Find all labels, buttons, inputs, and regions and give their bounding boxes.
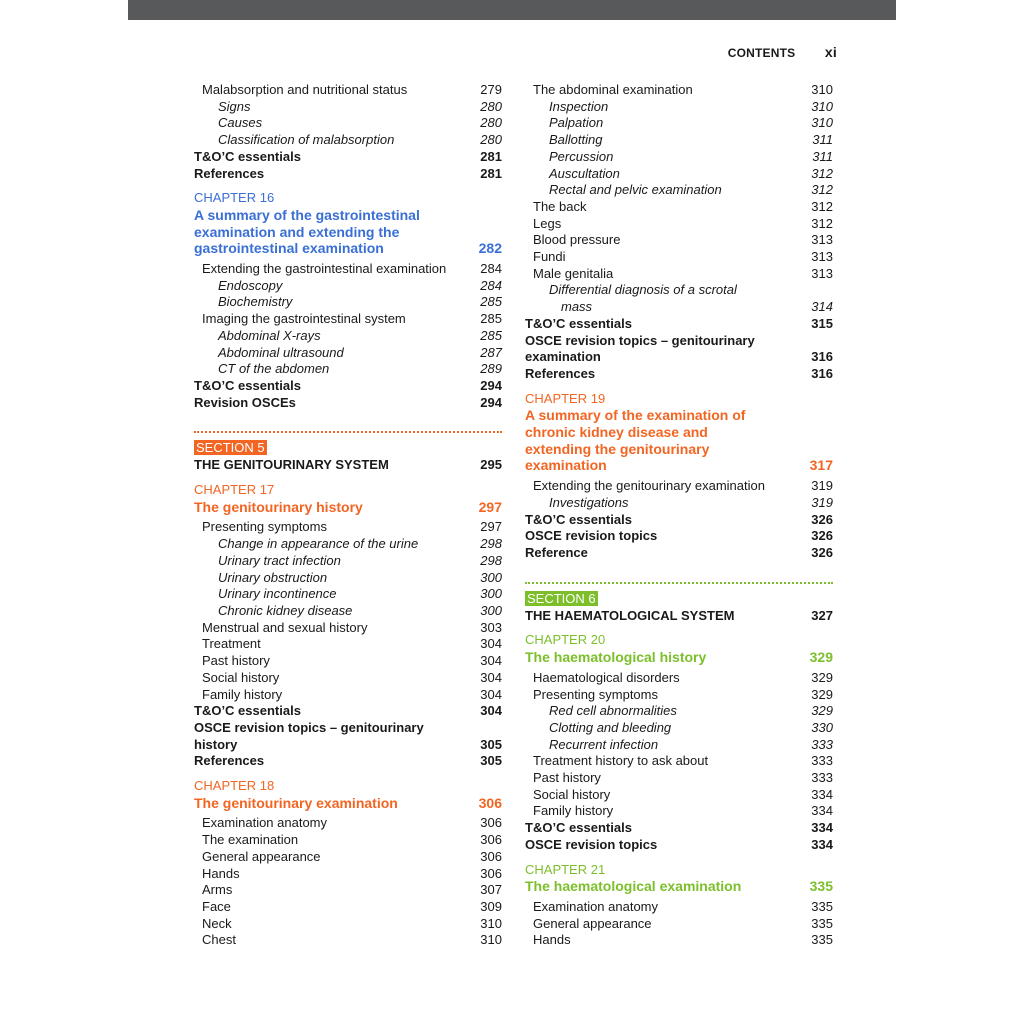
entry-page: 279 [480,82,502,97]
toc-entry[interactable] [525,316,833,333]
entry-page: 294 [480,377,502,393]
toc-entry[interactable] [525,249,833,266]
chapter-title: gastrointestinal examination [194,240,384,257]
entry-page: 304 [480,653,502,669]
toc-entry[interactable] [525,753,833,770]
entry-page: 304 [480,703,502,719]
toc-entry[interactable] [525,803,833,820]
entry-page: 310 [480,932,502,948]
entry-page: 281 [480,165,502,181]
toc-entry[interactable] [194,703,502,720]
toc-entry[interactable] [525,199,833,216]
entry-page: 281 [480,148,502,164]
toc-entry[interactable] [194,670,502,687]
toc-entry[interactable] [525,99,833,116]
entry-page: 333 [811,770,833,786]
toc-entry[interactable] [525,528,833,545]
toc-entry[interactable] [194,361,502,378]
entry-page: 294 [480,394,502,410]
entry-title: Palpation [549,115,604,131]
chapter-19-title-line-2[interactable]: chronic kidney disease and [525,424,708,441]
chapter-page: 306 [478,794,502,811]
entry-title: Abdominal ultrasound [218,344,344,360]
entry-title: Investigations [549,494,629,510]
chapter-page: 282 [478,240,502,257]
entry-title: Menstrual and sexual history [202,619,368,635]
toc-entry[interactable] [525,820,833,837]
toc-entry[interactable] [194,378,502,395]
entry-title: Hands [533,932,571,948]
entry-title: References [525,365,596,381]
entry-page: 306 [480,865,502,881]
entry-page: 297 [480,519,502,535]
toc-entry[interactable] [525,837,833,854]
entry-title: CT of the abdomen [218,361,330,377]
entry-page: 334 [811,803,833,819]
entry-page: 280 [480,132,502,148]
toc-entry[interactable] [194,899,502,916]
section-divider [525,582,833,584]
entry-page: 300 [480,569,502,585]
entry-page: 285 [480,294,502,310]
entry-page: 329 [811,686,833,702]
toc-entry[interactable] [194,866,502,883]
entry-title: T&O’C essentials [194,703,301,719]
entry-title: Clotting and bleeding [549,719,672,735]
entry-page: 334 [811,786,833,802]
entry-title: The examination [202,832,299,848]
section-5-title[interactable] [194,457,502,474]
entry-title: References [194,753,265,769]
toc-entry[interactable] [194,345,502,362]
entry-title: OSCE revision topics [525,836,658,852]
chapter-19-label: CHAPTER 19 [525,390,606,406]
section-page: 327 [811,607,833,623]
entry-page: 307 [480,882,502,898]
entry-title: Extending the genitourinary examination [533,478,765,494]
entry-title: Rectal and pelvic examination [549,182,722,198]
entry-title: Fundi [533,249,566,265]
toc-entry[interactable] [525,932,833,949]
section-page: 295 [480,457,502,473]
entry-page: 289 [480,361,502,377]
entry-page: 298 [480,536,502,552]
toc-entry[interactable] [525,495,833,512]
entry-title: Reference [525,544,588,560]
chapter-page: 329 [809,649,833,666]
chapter-18-label: CHAPTER 18 [194,778,275,794]
toc-entry[interactable] [194,553,502,570]
toc-entry[interactable] [194,395,502,412]
entry-title: Examination anatomy [533,898,659,914]
toc-entry[interactable] [525,115,833,132]
toc-entry[interactable] [194,149,502,166]
entry-title: Male genitalia [533,265,614,281]
toc-entry[interactable] [194,82,502,99]
entry-title: Malabsorption and nutritional status [202,82,408,97]
entry-page: 310 [480,915,502,931]
section-title: THE GENITOURINARY SYSTEM [194,457,389,473]
toc-entry[interactable] [194,261,502,278]
entry-title: OSCE revision topics [525,528,658,544]
chapter-20-label: CHAPTER 20 [525,632,606,648]
entry-page: 312 [811,182,833,198]
entry-page: 329 [811,703,833,719]
toc-entry[interactable] [194,932,502,949]
entry-page: 305 [480,736,502,752]
section-6-title[interactable] [525,608,833,625]
entry-title: Urinary tract infection [218,552,341,568]
toc-entry[interactable] [525,299,833,316]
chapter-17-title[interactable] [194,499,502,516]
entry-title: Revision OSCEs [194,394,296,410]
toc-entry[interactable] [194,687,502,704]
entry-title: Inspection [549,98,609,114]
entry-title: Classification of malabsorption [218,132,395,148]
toc-entry[interactable] [525,349,833,366]
entry-title: Legs [533,215,562,231]
entry-page: 303 [480,619,502,635]
entry-page: 300 [480,586,502,602]
entry-title: Urinary obstruction [218,569,328,585]
entry-title: Ballotting [549,132,603,148]
toc-entry[interactable] [194,636,502,653]
chapter-19-title-line-1[interactable]: A summary of the examination of [525,407,746,424]
entry-title: References [194,165,265,181]
toc-entry[interactable] [525,478,833,495]
chapter-16-label: CHAPTER 16 [194,190,275,206]
entry-page: 285 [480,327,502,343]
chapter-19-title-line-3[interactable]: extending the genitourinary [525,440,710,457]
toc-entry[interactable] [194,753,502,770]
toc-entry[interactable] [194,882,502,899]
entry-title: General appearance [202,848,321,864]
chapter-page: 297 [478,498,502,515]
entry-page: 280 [480,115,502,131]
entry-page: 319 [811,494,833,510]
entry-page: 306 [480,815,502,831]
toc-entry[interactable] [525,787,833,804]
entry-title: history [194,736,238,752]
entry-title: The back [533,198,587,214]
toc-entry[interactable] [525,770,833,787]
entry-page: 335 [811,915,833,931]
entry-page: 300 [480,602,502,618]
section-5-tag: SECTION 5 [196,440,265,456]
header-page-number: xi [824,44,837,60]
chapter-18-title[interactable] [194,795,502,812]
entry-page: 316 [811,349,833,365]
entry-title: Social history [533,786,611,802]
entry-page: 326 [811,544,833,560]
chapter-16-title-line-3[interactable] [194,240,502,257]
entry-title: Face [202,898,231,914]
entry-title: Chronic kidney disease [218,602,353,618]
entry-page: 284 [480,277,502,293]
toc-entry[interactable] [194,294,502,311]
running-header [728,44,837,60]
entry-title: Abdominal X-rays [218,327,321,343]
toc-entry[interactable] [194,586,502,603]
entry-title: T&O’C essentials [525,511,632,527]
toc-entry[interactable] [194,166,502,183]
entry-title: Chest [202,932,236,948]
toc-entry[interactable] [525,333,833,350]
entry-page: 312 [811,198,833,214]
toc-column-left [194,82,502,949]
entry-page: 312 [811,165,833,181]
toc-entry[interactable] [525,916,833,933]
entry-page: 280 [480,98,502,114]
toc-column-right [525,82,833,949]
entry-title: Family history [202,686,283,702]
entry-page: 311 [812,148,833,164]
section-6-tag: SECTION 6 [527,590,596,606]
entry-page: 330 [811,719,833,735]
toc-entry[interactable] [194,99,502,116]
chapter-20-title[interactable] [525,649,833,666]
entry-title: Biochemistry [218,294,293,310]
section-divider [194,431,502,433]
entry-title: Arms [202,882,233,898]
entry-page: 284 [480,261,502,277]
entry-title: Presenting symptoms [202,519,327,535]
entry-page: 313 [811,249,833,265]
toc-entry[interactable] [525,216,833,233]
entry-page: 285 [480,311,502,327]
chapter-title: examination [525,457,607,474]
entry-title: Differential diagnosis of a scrotal [549,282,737,298]
toc-entry[interactable] [525,132,833,149]
entry-title: Social history [202,669,280,685]
entry-title: Presenting symptoms [533,686,658,702]
entry-page: 306 [480,848,502,864]
entry-page: 304 [480,686,502,702]
toc-entry[interactable] [525,687,833,704]
entry-page: 314 [811,299,833,315]
entry-page: 313 [811,265,833,281]
entry-title: OSCE revision topics – genitourinary [525,332,755,348]
entry-title: Treatment history to ask about [533,753,709,769]
toc-entry[interactable] [525,670,833,687]
entry-page: 329 [811,669,833,685]
chapter-title: The haematological history [525,649,707,666]
toc-entry[interactable] [194,737,502,754]
entry-page: 334 [811,820,833,836]
chapter-page: 317 [809,457,833,474]
entry-page: 319 [811,478,833,494]
entry-title: Recurrent infection [549,736,659,752]
entry-page: 315 [811,315,833,331]
toc-entry[interactable] [525,266,833,283]
entry-title: General appearance [533,915,652,931]
toc-entry[interactable] [525,512,833,529]
entry-page: 310 [811,98,833,114]
chapter-page: 335 [809,878,833,895]
entry-title: Family history [533,803,614,819]
toc-entry[interactable] [194,720,502,737]
toc-entry[interactable] [525,149,833,166]
entry-page: 316 [811,365,833,381]
entry-title: Past history [533,770,601,786]
toc-entry[interactable] [194,570,502,587]
entry-title: examination [525,349,601,365]
chapter-title: The haematological examination [525,878,742,895]
entry-title: Percussion [549,148,614,164]
entry-title: Red cell abnormalities [549,703,677,719]
entry-title: Hands [202,865,240,881]
toc-entry[interactable] [194,519,502,536]
chapter-21-title[interactable] [525,878,833,895]
entry-page: 305 [480,753,502,769]
entry-page: 333 [811,753,833,769]
entry-page: 287 [480,344,502,360]
toc-entry[interactable] [525,366,833,383]
toc-entry[interactable] [194,815,502,832]
entry-page: 310 [811,115,833,131]
entry-title: Imaging the gastrointestinal system [202,311,406,327]
toc-entry[interactable] [525,545,833,562]
entry-page: 309 [480,898,502,914]
entry-title: Extending the gastrointestinal examination [202,261,447,277]
toc-entry[interactable] [194,115,502,132]
entry-page: 313 [811,232,833,248]
toc-entry[interactable] [194,849,502,866]
toc-entry[interactable] [194,132,502,149]
entry-title: Change in appearance of the urine [218,536,419,552]
entry-page: 304 [480,636,502,652]
entry-page: 310 [811,82,833,97]
toc-entry[interactable] [194,311,502,328]
chapter-17-label: CHAPTER 17 [194,482,275,498]
entry-title: Neck [202,915,232,931]
entry-title: Auscultation [549,165,620,181]
entry-title: Causes [218,115,263,131]
toc-entry[interactable] [525,82,833,99]
header-label: CONTENTS [727,46,796,60]
toc-entry[interactable] [194,536,502,553]
entry-title: Treatment [202,636,261,652]
toc-entry[interactable] [525,282,833,299]
entry-title: Signs [218,98,251,114]
chapter-16-title-line-1[interactable]: A summary of the gastrointestinal [194,206,420,223]
entry-title: mass [561,299,593,315]
chapter-title: The genitourinary examination [194,794,398,811]
toc-entry[interactable] [194,916,502,933]
entry-page: 306 [480,832,502,848]
toc-entry[interactable] [194,620,502,637]
entry-title: The abdominal examination [533,82,693,97]
toc-entry[interactable] [525,720,833,737]
top-color-bar [128,0,896,20]
entry-page: 311 [812,132,833,148]
toc-entry[interactable] [194,278,502,295]
entry-page: 335 [811,898,833,914]
toc-entry[interactable] [525,899,833,916]
toc-entry[interactable] [525,166,833,183]
entry-title: T&O’C essentials [525,315,632,331]
chapter-16-title-line-2[interactable]: examination and extending the [194,223,400,240]
toc-entry[interactable] [194,328,502,345]
section-title: THE HAEMATOLOGICAL SYSTEM [525,607,735,623]
toc-entry[interactable] [194,832,502,849]
toc-entry[interactable] [194,603,502,620]
entry-page: 335 [811,932,833,948]
chapter-21-label: CHAPTER 21 [525,861,606,877]
entry-title: T&O’C essentials [194,148,301,164]
entry-title: OSCE revision topics – genitourinary [194,719,424,735]
entry-title: Endoscopy [218,277,283,293]
entry-title: Examination anatomy [202,815,328,831]
toc-entry[interactable] [525,232,833,249]
entry-title: T&O’C essentials [525,820,632,836]
toc-entry[interactable] [525,703,833,720]
entry-title: Haematological disorders [533,669,680,685]
toc-entry[interactable] [525,182,833,199]
entry-title: T&O’C essentials [194,377,301,393]
entry-page: 334 [811,836,833,852]
toc-entry[interactable] [525,737,833,754]
entry-page: 326 [811,511,833,527]
chapter-19-title-line-4[interactable] [525,457,833,474]
entry-page: 326 [811,528,833,544]
toc-entry[interactable] [194,653,502,670]
entry-page: 304 [480,669,502,685]
chapter-title: The genitourinary history [194,498,363,515]
entry-title: Blood pressure [533,232,621,248]
entry-page: 298 [480,552,502,568]
entry-title: Urinary incontinence [218,586,337,602]
entry-page: 312 [811,215,833,231]
entry-title: Past history [202,653,270,669]
entry-page: 333 [811,736,833,752]
